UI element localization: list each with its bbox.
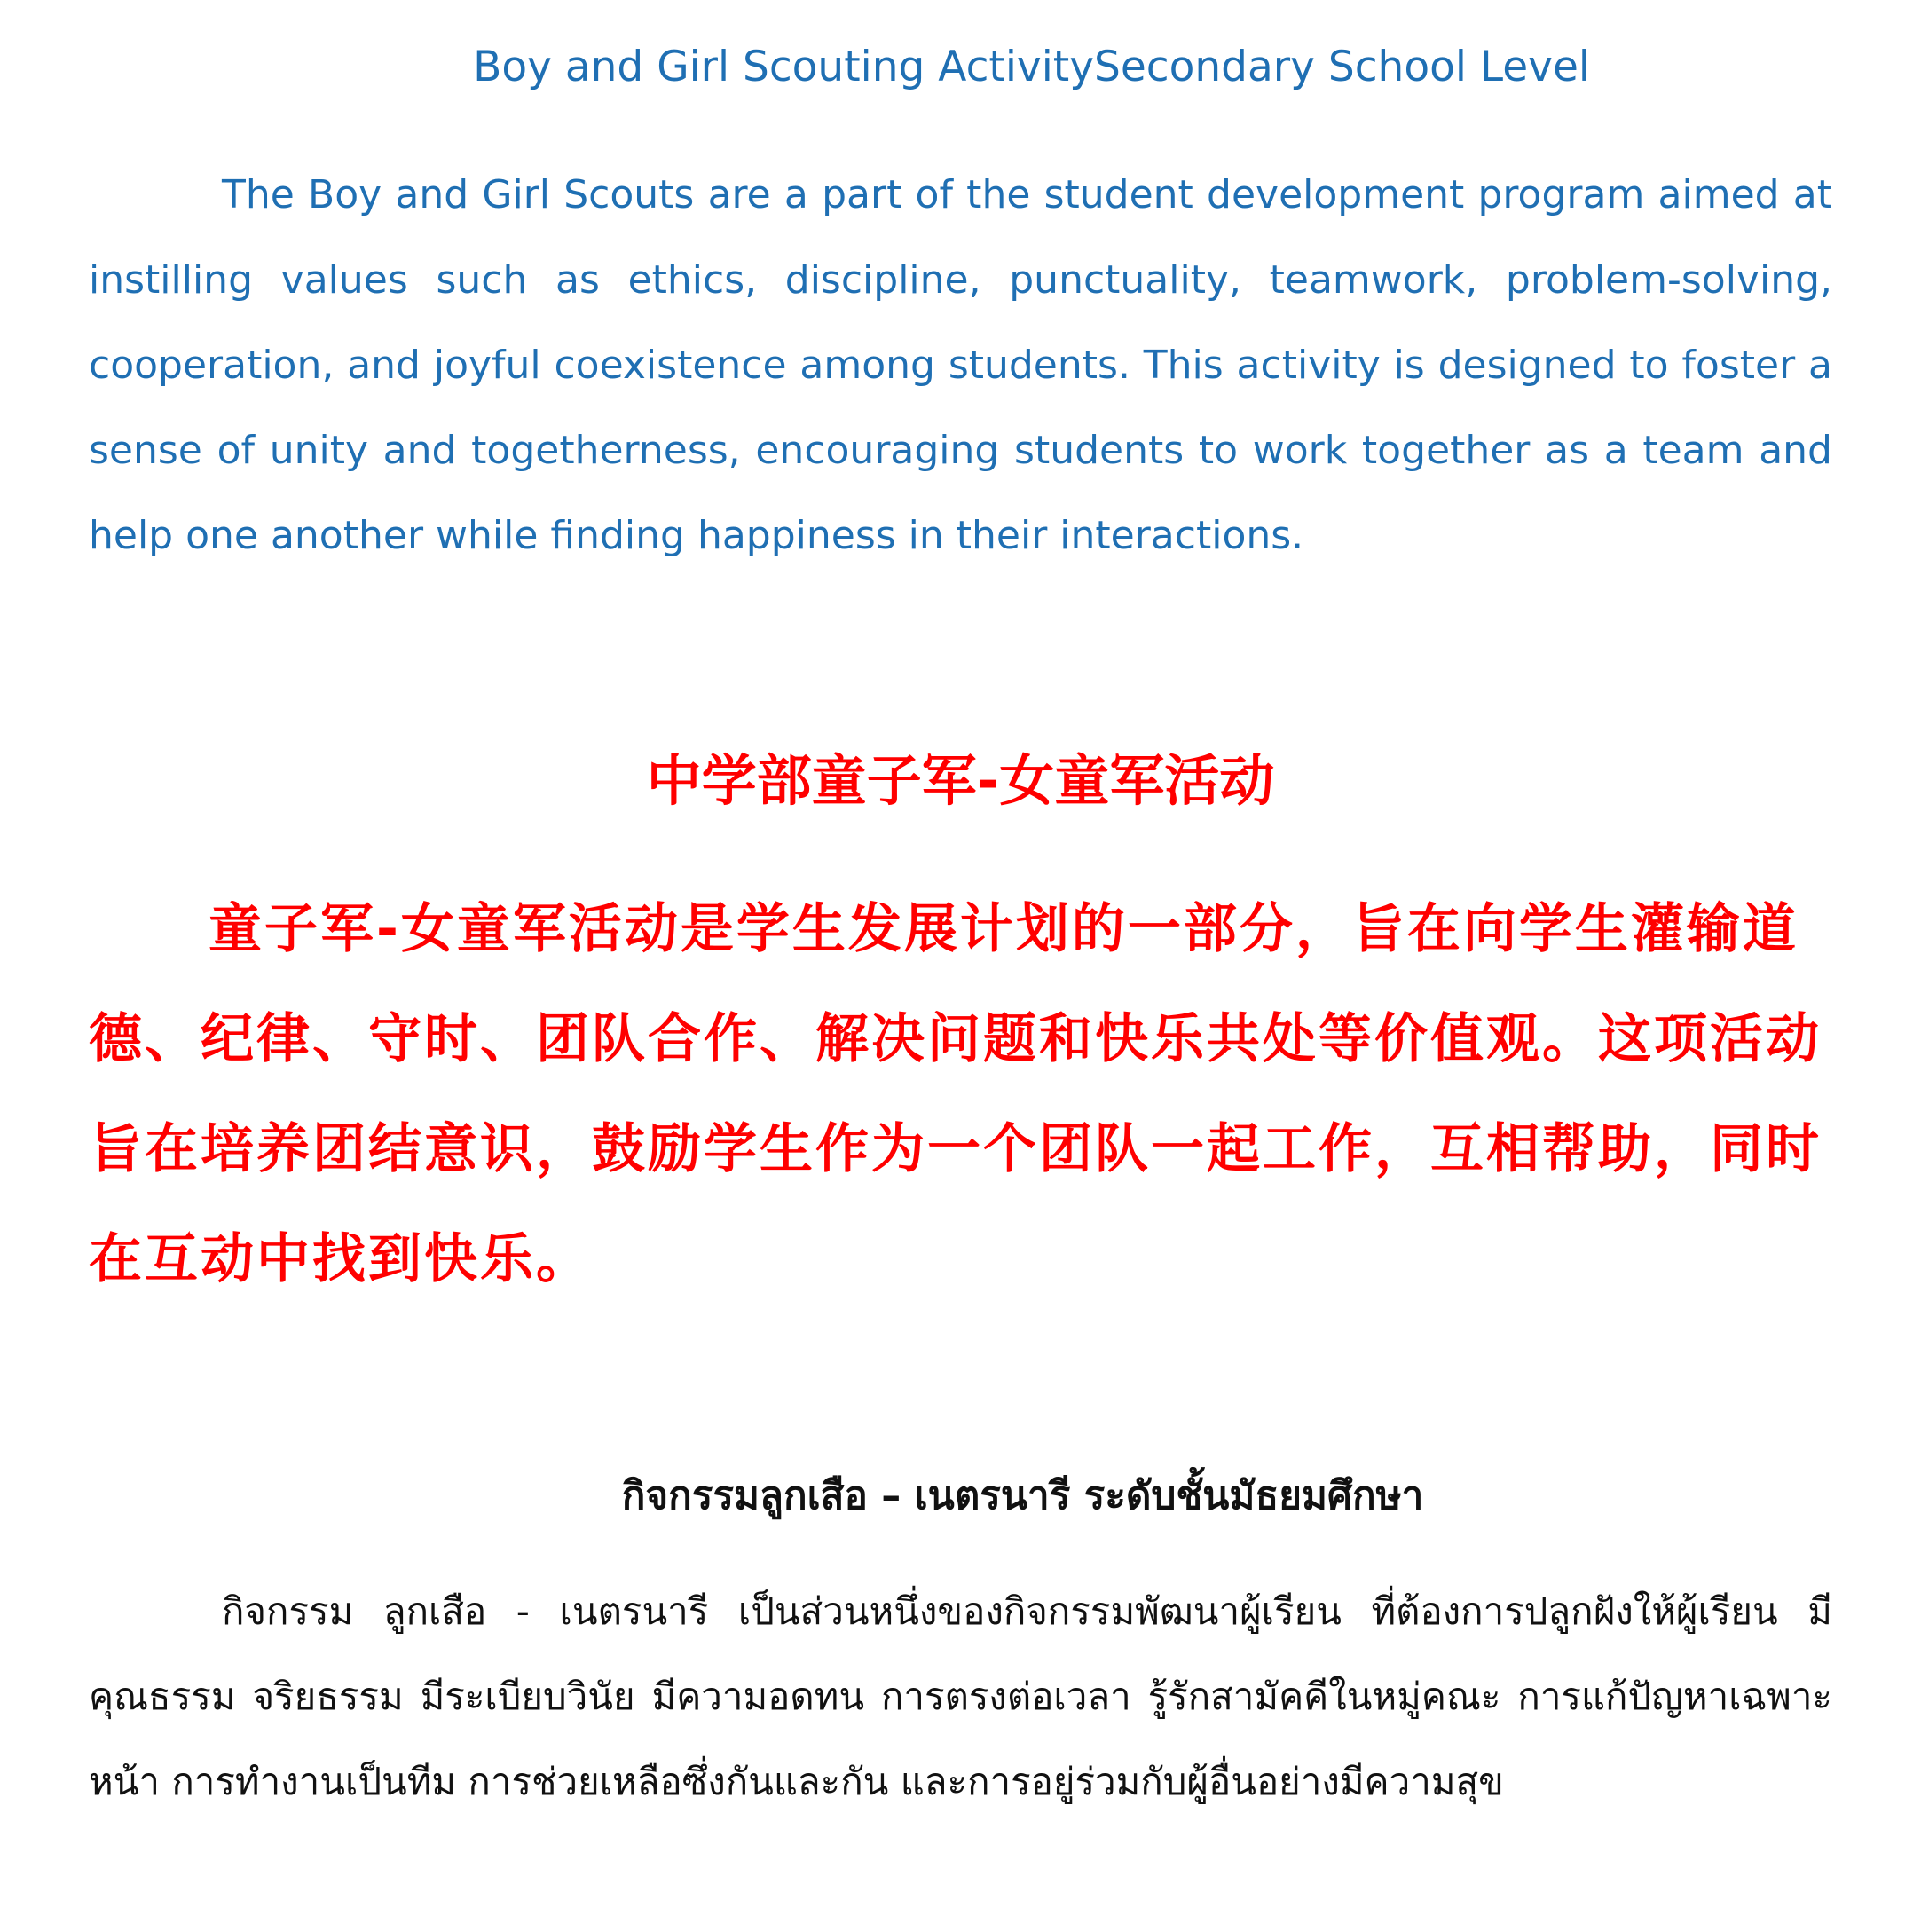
english-title: Boy and Girl Scouting ActivitySecondary School Level bbox=[473, 43, 1590, 91]
thai-paragraph: กิจกรรม ลูกเสือ - เนตรนารี เป็นส่วนหนึ่งของกิจกรรมพัฒนาผู้เรียน ที่ต้องการปลูกฝังให้ผู้เรียน มีคุณธรรม จริยธรรม มีระเบียบวินัย มีความอดทน การตรงต่อเวลา รู้รักสามัคคีในหมู่คณะ การแก้ปัญหาเฉพาะหน้า การทำงานเป็นทีม การช่วยเหลือซึ่งกันและกัน และการอยู่ร่วมกับผู้อื่นอย่างมีความสุข bbox=[89, 1589, 1832, 1803]
chinese-title: 中学部童子军-女童军活动 bbox=[646, 748, 1275, 813]
chinese-paragraph: 童子军-女童军活动是学生发展计划的一部分，旨在向学生灌输道德、纪律、守时、团队合作、解决问题和快乐共处等价值观。这项活动旨在培养团结意识，鼓励学生作为一个团队一起工作，互相帮助，同时在互动中找到快乐。 bbox=[89, 898, 1822, 1290]
english-paragraph: The Boy and Girl Scouts are a part of the student development program aimed at instilling values such as ethics, discipline, punctuality, teamwork, problem-solving, cooperation, and joyful coexistence among students. This activity is designed to foster a sense of unity and togetherness, encouraging students to work together as a team and help one another while finding happiness in their interactions. bbox=[89, 172, 1832, 558]
thai-title: กิจกรรมลูกเสือ – เนตรนารี ระดับชั้นมัธยมศึกษา bbox=[621, 1473, 1424, 1518]
